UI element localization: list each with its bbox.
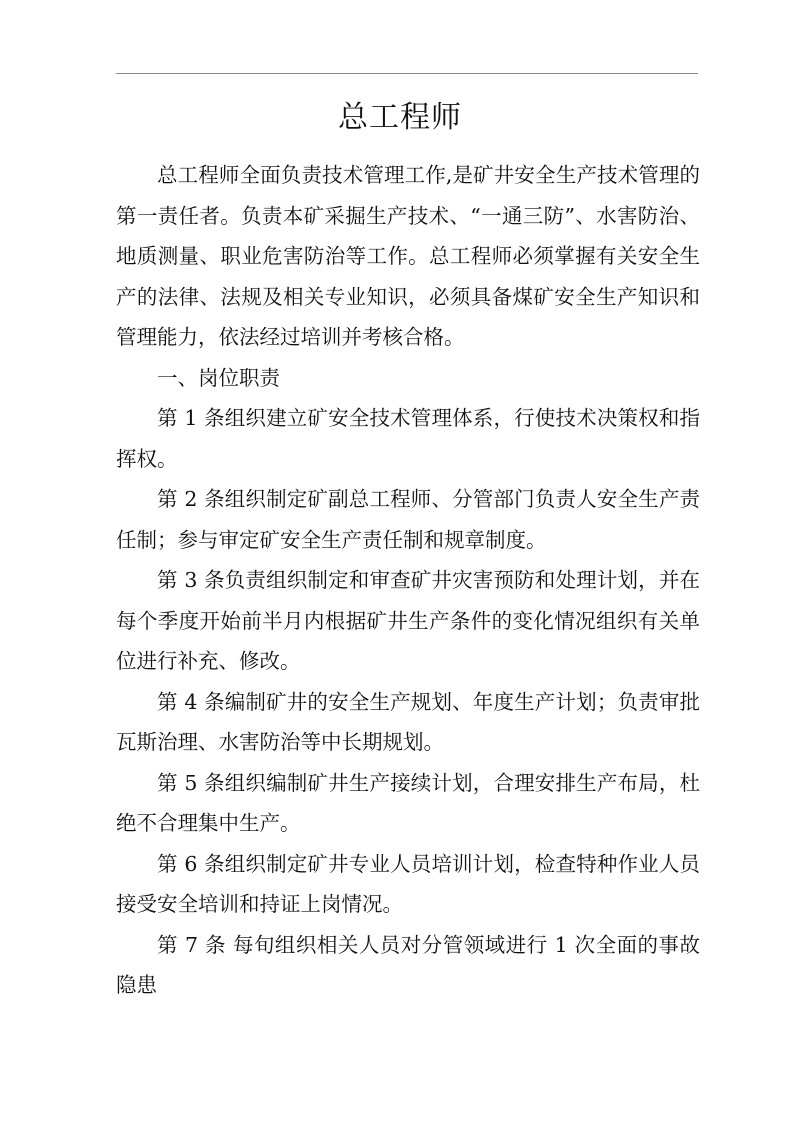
article-4: 第 4 条编制矿井的安全生产规划、年度生产计划；负责审批瓦斯治理、水害防治等中长期规划。 [116, 689, 700, 754]
article-2: 第 2 条组织制定矿副总工程师、分管部门负责人安全生产责任制；参与审定矿安全生产责任制和规章制度。 [116, 487, 700, 552]
article-1: 第 1 条组织建立矿安全技术管理体系，行使技术决策权和指挥权。 [116, 406, 700, 471]
article-7: 第 7 条 每旬组织相关人员对分管领域进行 1 次全面的事故隐患 [116, 932, 700, 997]
paragraph-intro: 总工程师全面负责技术管理工作,是矿井安全生产技术管理的第一责任者。负责本矿采掘生产技术、“一通三防”、水害防治、地质测量、职业危害防治等工作。总工程师必须掌握有关安全生产的法律、法规及相关专业知识，必须具备煤矿安全生产知识和管理能力，依法经过培训并考核合格。 [116, 163, 700, 349]
article-5: 第 5 条组织编制矿井生产接续计划，合理安排生产布局，杜绝不合理集中生产。 [116, 770, 700, 835]
document-title: 总工程师 [338, 100, 462, 135]
header-rule [116, 73, 698, 74]
section-heading: 一、岗位职责 [157, 365, 280, 390]
document-body [116, 155, 700, 1006]
article-3: 第 3 条负责组织制定和审查矿井灾害预防和处理计划，并在每个季度开始前半月内根据矿井生产条件的变化情况组织有关单位进行补充、修改。 [116, 568, 700, 673]
article-6: 第 6 条组织制定矿井专业人员培训计划，检查特种作业人员接受安全培训和持证上岗情况。 [116, 851, 700, 916]
